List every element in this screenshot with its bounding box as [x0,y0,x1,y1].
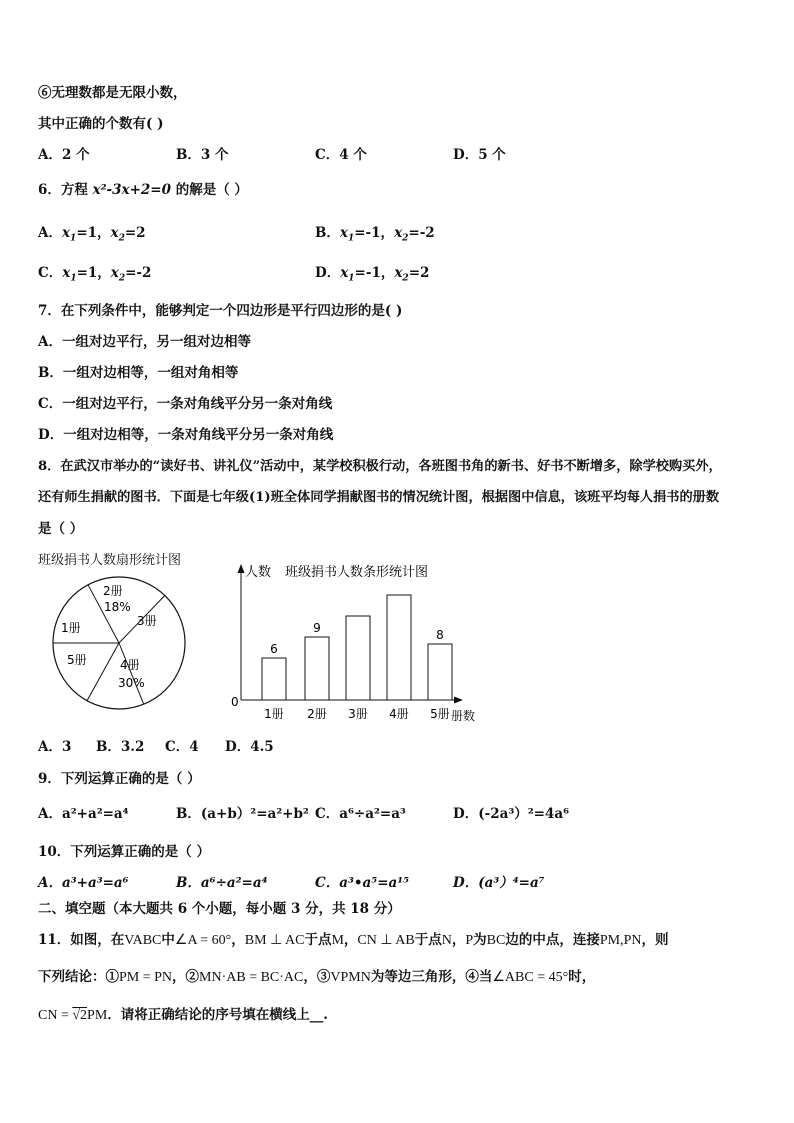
bar-data-label: 9 [313,621,321,635]
bar [387,595,411,700]
pie-slice-label: 3册 [137,614,157,628]
q11-line1 [38,931,668,950]
q8-option-c: C．4 [165,739,199,755]
q11-math: N [441,933,452,948]
pie-slice-value: 30% [118,676,145,690]
sqrt-2: √2 [72,1008,88,1023]
q11-math: VABC [124,933,162,948]
q8-line1: 8．在武汉市举办的“读好书、讲礼仪”活动中，某学校积极行动，各班图书角的新书、好书不断增多，除学校购买外， [38,459,722,474]
bar-data-label: 6 [270,642,278,656]
bar-chart-xlabel: 册数 [451,709,476,723]
q10-stem: 10．下列运算正确的是（ ） [38,844,210,860]
option-value-1: =-1， [354,265,395,281]
q6-stem [38,181,248,199]
q11-math: PM,PN [599,933,642,948]
pie-slice-value: 18% [104,600,131,614]
bar [428,644,452,700]
option-letter: D． [315,265,341,281]
q5-option-b: B．3 个 [176,147,229,163]
q6-option-c: C．$x_1=1$，$x_2=-2$ [38,265,152,284]
q11-math: CN ⊥ AB [357,933,415,948]
x-tick-label: 5册 [430,707,450,721]
q11-text: 为等边三角形，④当 [370,969,493,985]
q11-line2 [38,968,595,987]
option-value-2: =2 [408,265,430,281]
bar [305,637,329,700]
option-text: A．a³+a³=a⁶ [38,875,129,891]
q11-text: ，② [172,969,200,985]
q11-text: ，则 [641,932,669,948]
q7-option-b: B．一组对边相等，一组对角相等 [38,365,239,381]
y-axis-arrow [238,564,245,573]
q6-option-d: D．$x_1=-1$，$x_2=2$ [315,265,430,284]
q5-stem: 其中正确的个数有( ) [38,116,164,132]
pie-slice-boundary [87,643,119,701]
q10-option-b [176,874,268,892]
bar [262,658,286,700]
x-tick-label: 4册 [389,707,409,721]
q5-option-c: C．4 个 [315,147,367,163]
option-value-2: =-2 [408,225,435,241]
q11-math: CN = [38,1008,73,1023]
q10-option-c [315,874,409,892]
q8-option-d: D．4.5 [225,739,274,755]
q11-text: ，③ [303,969,331,985]
q11-math: BM ⊥ AC [244,933,305,948]
q6-option-a: A．$x_1=1$，$x_2=2$ [38,225,146,244]
pie-slice-label: 5册 [67,653,87,667]
q11-math: BC [486,933,506,948]
x-tick-label: 1册 [264,707,284,721]
q11-math: ∠ABC = 45° [492,970,569,985]
q9-stem: 9．下列运算正确的是（ ） [38,771,201,787]
q10-option-d [453,874,545,892]
q11-text: 于点 [304,932,332,948]
option-value-1: =1， [76,265,111,281]
option-value-2: =-2 [125,265,152,281]
q11-text: ， [231,932,245,948]
q11-text: 下列结论：① [38,969,119,985]
pie-chart-title: 班级捐书人数扇形统计图 [38,553,182,568]
q9-option-c: C．a⁶÷a²=a³ [315,806,406,822]
q8-line3: 是（ ） [38,521,84,537]
pie-slice-boundary [119,643,144,704]
pie-slice-label: 1册 [61,621,81,635]
option-letter: A． [38,225,62,241]
option-letter: B． [315,225,340,241]
bar [346,616,370,700]
q11-math: M [331,933,344,948]
bar-chart-title: 班级捐书人数条形统计图 [285,565,429,580]
q5-item6: ⑥无理数都是无限小数， [38,85,187,101]
q11-text: 边的中点，连接 [505,932,600,948]
bar-data-label: 8 [436,628,444,642]
q7-option-a: A．一组对边平行，另一组对边相等 [38,334,251,350]
pie-chart [40,566,200,716]
x-tick-label: 3册 [348,707,368,721]
q11-text: ， [343,932,358,948]
pie-slice-label: 2册 [103,584,123,598]
origin-label: 0 [231,695,239,709]
q11-math: P [465,933,474,948]
option-text: D．(a³）⁴=a⁷ [453,875,545,891]
q11-math: PM = PN [119,970,173,985]
q11-text: 时， [568,969,596,985]
q11-text: ， [451,932,466,948]
q11-math: VPMN [330,970,371,985]
q6-stem-pre: 6．方程 [38,182,93,198]
option-value-1: =-1， [354,225,395,241]
x-axis-arrow [454,697,463,704]
q9-option-d: D．(-2a³）²=4a⁶ [453,806,570,822]
q5-option-d: D．5 个 [453,147,506,163]
pie-slice-label: 4册 [120,658,140,672]
q10-option-a [38,874,129,892]
q11-math: ∠A = 60° [174,933,232,948]
q11-math: PM [87,1008,108,1023]
q11-text: 11．如图，在 [38,932,125,948]
q6-stem-post: 的解是（ ） [171,182,248,198]
option-letter: C． [38,265,63,281]
q11-line3 [38,1006,328,1025]
q7-stem: 7．在下列条件中，能够判定一个四边形是平行四边形的是( ) [38,303,403,319]
q8-option-a: A．3 [38,739,72,755]
option-value-1: =1， [76,225,111,241]
q9-option-b: B．(a+b）²=a²+b² [176,806,309,822]
q8-line2: 还有师生捐献的图书．下面是七年级(1)班全体同学捐献图书的情况统计图，根据图中信息，该班平均每人捐书的册数 [38,490,720,505]
x-tick-label: 2册 [307,707,327,721]
q6-option-b: B．$x_1=-1$，$x_2=-2$ [315,225,435,244]
bar-chart [225,558,495,728]
q7-option-c: C．一组对边平行，一条对角线平分另一条对角线 [38,396,333,412]
q11-math: MN·AB = BC·AC [199,970,304,985]
option-text: C．a³•a⁵=a¹⁵ [315,875,410,891]
option-text: B．a⁶÷a²=a⁴ [176,875,268,891]
q11-text: 于点 [414,932,442,948]
q6-equation: x²-3x+2=0 [92,182,172,198]
option-value-2: =2 [124,225,146,241]
q11-text: 中 [161,932,175,948]
q9-option-a: A．a²+a²=a⁴ [38,806,129,822]
q8-option-b: B．3.2 [96,739,145,755]
q5-option-a: A．2 个 [38,147,90,163]
q11-text: ．请将正确结论的序号填在横线上__. [107,1007,328,1023]
section-2-heading: 二、填空题（本大题共 6 个小题，每小题 3 分，共 18 分） [38,901,401,917]
q7-option-d: D．一组对边相等，一条对角线平分另一条对角线 [38,427,334,443]
bar-chart-ylabel: 人数 [245,565,272,580]
q11-text: 为 [473,932,487,948]
